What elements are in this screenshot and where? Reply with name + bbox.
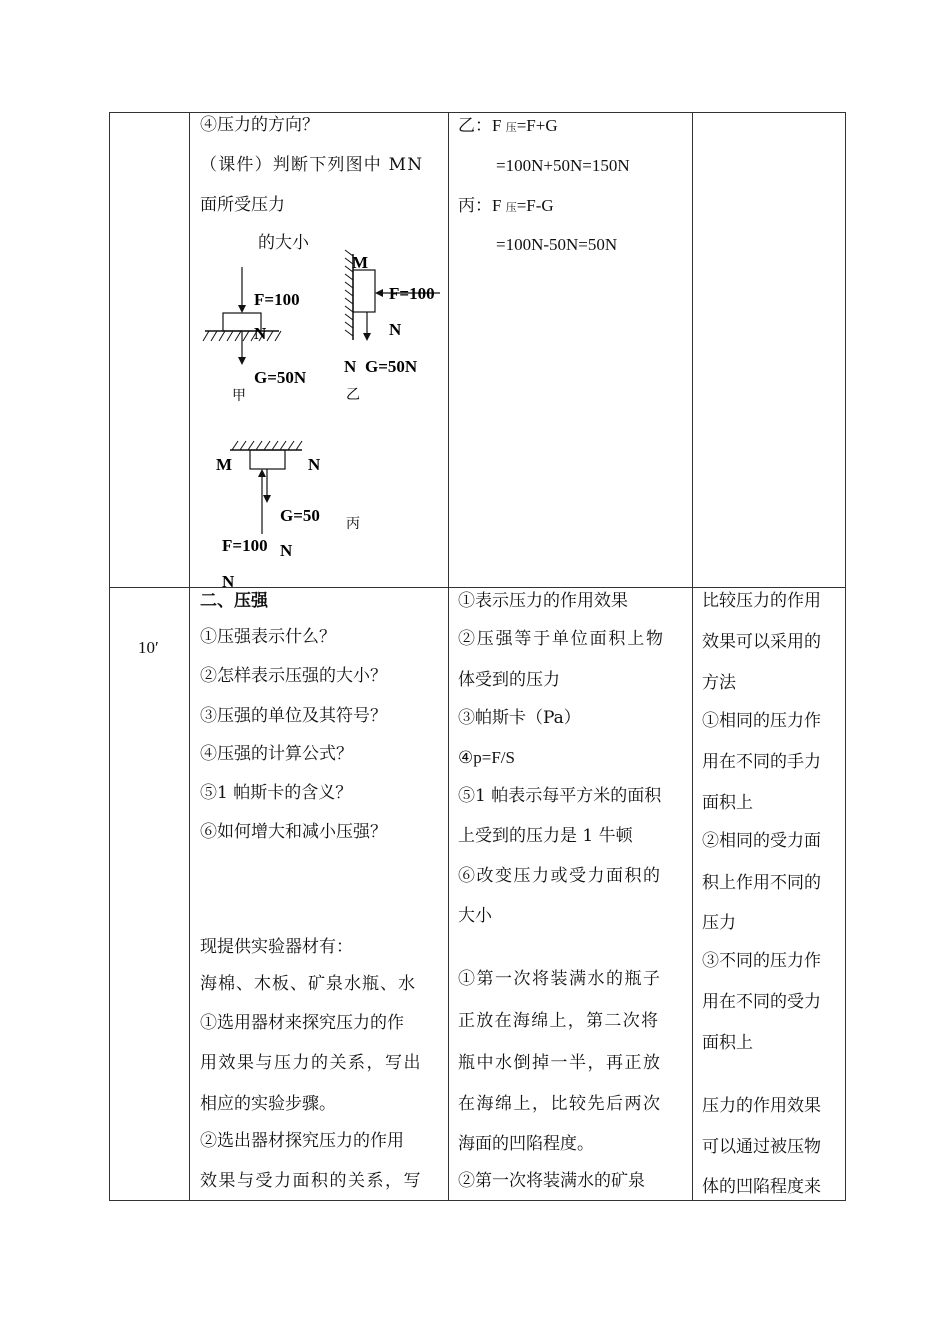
figure-yi: [338, 248, 443, 408]
note-line: 效果可以采用的: [702, 632, 821, 652]
answer-line: 上受到的压力是 1 牛顿: [458, 826, 633, 846]
yi-force-n-label: N: [389, 320, 402, 339]
block: [250, 450, 285, 469]
answer-bing-formula: [458, 196, 554, 218]
question-line: ③压强的单位及其符号？: [200, 706, 387, 726]
table-border-bottom: [109, 1200, 846, 1201]
note-line: 比较压力的作用: [702, 591, 821, 611]
jia-gravity-label: G=50N: [254, 368, 307, 387]
note-line: 用在不同的受力: [702, 992, 821, 1012]
courseware-intro-3: 的大小: [258, 233, 309, 253]
bing-gravity-label: G=50: [280, 506, 320, 525]
block: [353, 270, 375, 312]
answer-yi-formula: [458, 116, 558, 138]
task-line: ②选出器材探究压力的作用: [200, 1131, 404, 1151]
courseware-intro-2: 面所受压力: [200, 195, 285, 215]
yi-gravity-label: G=50N: [365, 357, 418, 376]
time-allocation: 10′: [138, 638, 159, 657]
ceiling-hatching: [232, 441, 302, 450]
task-line: 效果与受力面积的关系，写: [200, 1171, 422, 1191]
table-border-left: [109, 112, 110, 1201]
note-line: ②相同的受力面: [702, 831, 821, 851]
answer-line: ⑥改变压力或受力面积的: [458, 866, 662, 886]
bing-m-label: M: [216, 455, 233, 474]
bing-force-label: F=100: [222, 536, 268, 555]
question-line: ④压强的计算公式？: [200, 744, 353, 764]
table-border-right: [845, 112, 846, 1201]
note-line: 压力: [702, 913, 736, 933]
answer-line: ②第一次将装满水的矿泉: [458, 1171, 645, 1191]
answer-yi-prefix: 乙：F: [458, 116, 506, 135]
note-line: ③不同的压力作: [702, 951, 821, 971]
answer-yi-subscript: 压: [505, 122, 517, 134]
answer-line: ①表示压力的作用效果: [458, 591, 628, 611]
answer-bing-result: =100N-50N=50N: [496, 235, 618, 254]
figure-jia: [195, 255, 325, 410]
note-line: 压力的作用效果: [702, 1096, 821, 1116]
question-line: ⑥如何增大和减小压强？: [200, 822, 387, 842]
jia-force-label: F=100: [254, 290, 300, 309]
figure-bing: [210, 432, 370, 592]
answer-yi-result: =100N+50N=150N: [496, 156, 630, 175]
answer-bing-expression: =F-G: [516, 196, 554, 215]
answer-line: 海面的凹陷程度。: [458, 1134, 594, 1154]
note-line: 方法: [702, 673, 736, 693]
answer-line: 正放在海绵上，第二次将: [458, 1011, 660, 1031]
table-border-top: [109, 112, 846, 113]
yi-m-label: M: [352, 253, 369, 272]
gravity-arrow-head: [363, 333, 371, 341]
bing-n-label: N: [308, 455, 321, 474]
answer-line: ②压强等于单位面积上物: [458, 629, 665, 649]
answer-line: 体受到的压力: [458, 670, 560, 690]
gravity-arrow-head: [263, 495, 271, 503]
task-line: ①选用器材来探究压力的作: [200, 1013, 404, 1033]
answer-line: ①第一次将装满水的瓶子: [458, 969, 662, 989]
note-line: 可以通过被压物: [702, 1137, 821, 1157]
jia-caption: 甲: [232, 389, 246, 404]
question-line: ②怎样表示压强的大小？: [200, 666, 387, 686]
note-line: 面积上: [702, 1033, 753, 1053]
bing-caption: 丙: [346, 517, 360, 532]
note-line: 积上作用不同的: [702, 873, 821, 893]
bing-force-n-label: N: [222, 572, 235, 591]
note-line: ①相同的压力作: [702, 711, 821, 731]
note-line: 用在不同的手力: [702, 752, 821, 772]
answer-bing-subscript: 压: [505, 202, 517, 214]
answer-line: 瓶中水倒掉一半，再正放: [458, 1053, 662, 1073]
force-arrow-head: [258, 469, 266, 477]
materials-line: 现提供实验器材有：: [200, 937, 353, 957]
note-line: 体的凹陷程度来: [702, 1177, 821, 1197]
column-divider-2: [448, 112, 449, 1201]
note-line: 面积上: [702, 793, 753, 813]
answer-yi-expression: =F+G: [516, 116, 558, 135]
answer-line: ⑤1 帕表示每平方米的面积: [458, 786, 662, 806]
force-arrow-head: [375, 289, 383, 297]
yi-n-label: N: [344, 357, 357, 376]
force-arrow-head: [238, 305, 246, 313]
answer-line: 在海绵上，比较先后两次: [458, 1094, 662, 1114]
bing-gravity-n-label: N: [280, 541, 293, 560]
column-divider-1: [189, 112, 190, 1201]
materials-line: 海棉、木板、矿泉水瓶、水: [200, 974, 416, 994]
task-line: 相应的实验步骤。: [200, 1094, 336, 1114]
yi-force-label: F=100: [389, 284, 435, 303]
answer-bing-prefix: 丙：F: [458, 196, 506, 215]
answer-line: ④p=F/S: [458, 748, 515, 767]
yi-caption: 乙: [346, 388, 360, 403]
question-line: ①压强表示什么？: [200, 627, 336, 647]
courseware-intro: （课件）判断下列图中 MN: [200, 155, 424, 175]
task-line: 用效果与压力的关系，写出: [200, 1053, 422, 1073]
answer-line: 大小: [458, 906, 492, 926]
column-divider-3: [692, 112, 693, 1201]
section-title: 二、压强: [200, 591, 268, 611]
gravity-arrow-head: [238, 357, 246, 365]
jia-n-label: N: [254, 324, 267, 343]
question-4: ④压力的方向？: [200, 115, 319, 135]
question-line: ⑤1 帕斯卡的含义？: [200, 783, 353, 803]
answer-line: ③帕斯卡（Pa）: [458, 708, 581, 728]
